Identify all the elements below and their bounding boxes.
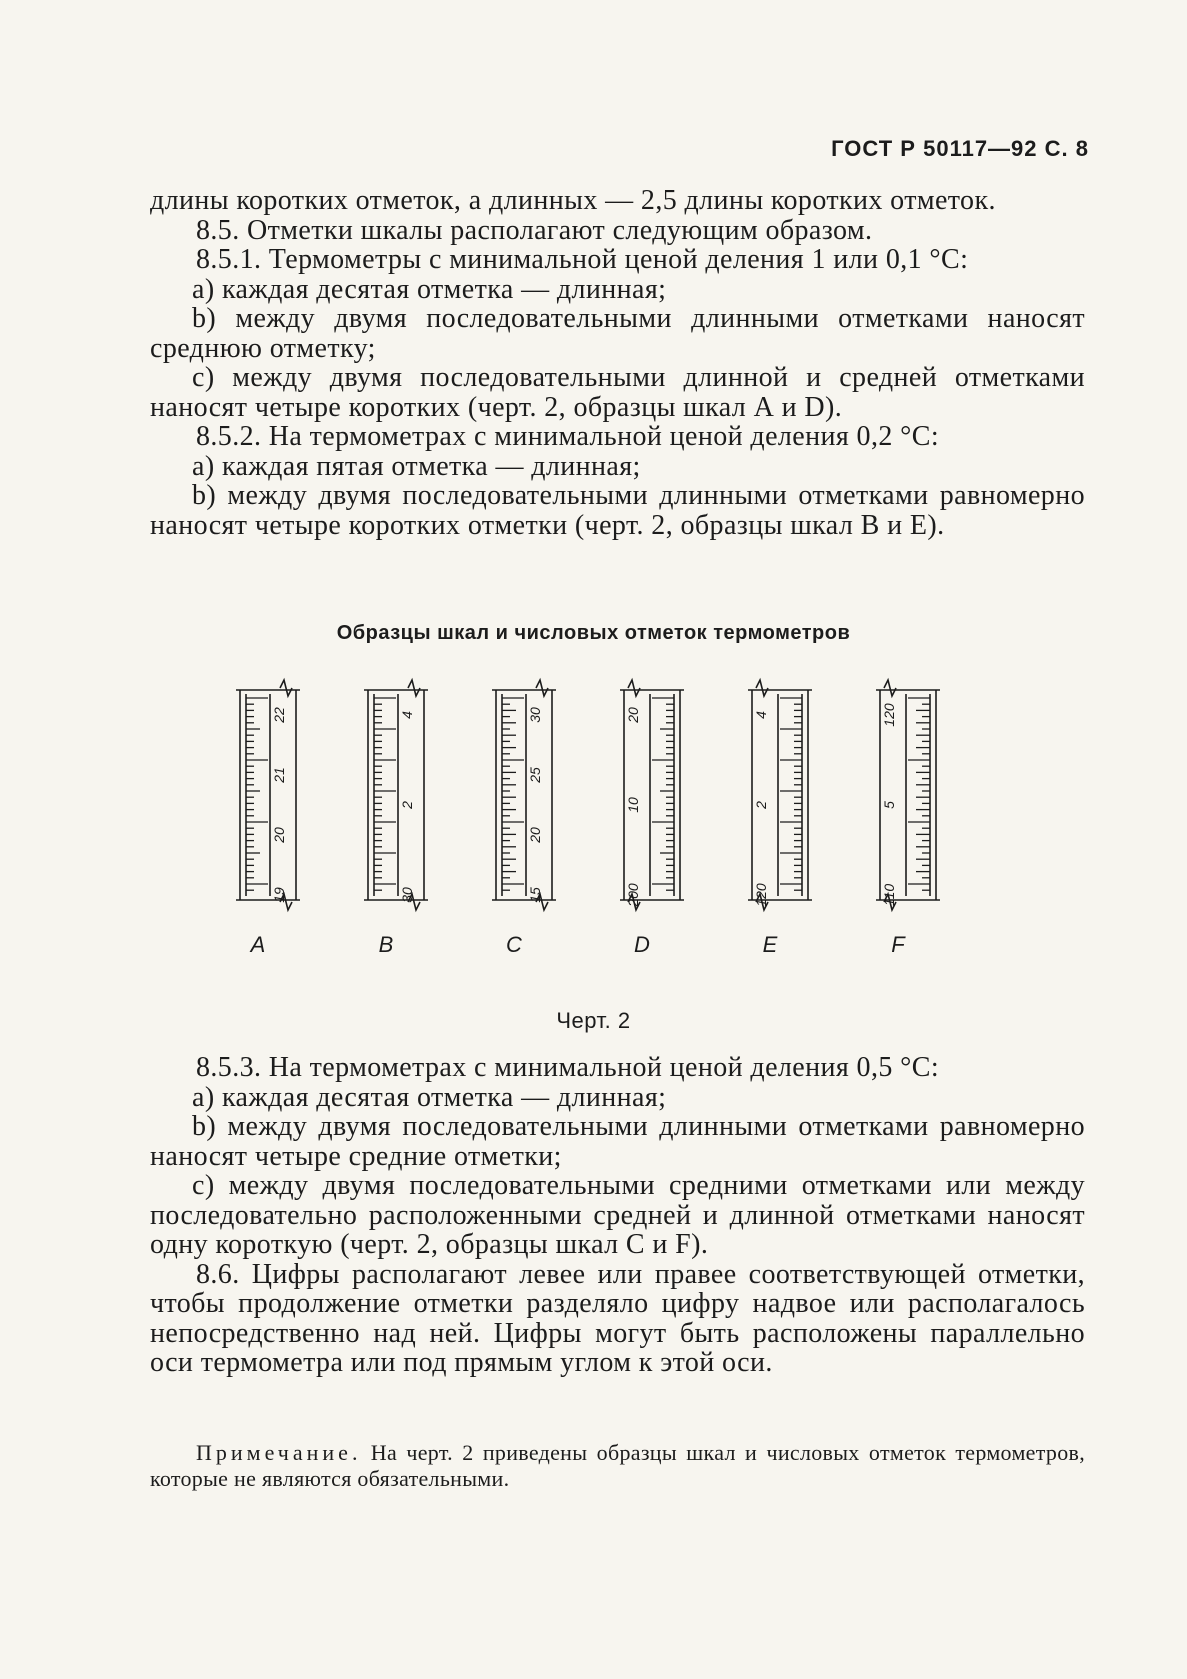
scale-number: 110 xyxy=(881,883,897,907)
thermometer-scale xyxy=(876,680,940,957)
paragraph: 8.5.1. Термометры с минимальной ценой деления 1 или 0,1 °С: xyxy=(196,244,969,275)
list-item: с) между двумя последовательными длинной и средней отметками наносят четыре коротких (черт. 2, образцы шкал А и D). xyxy=(150,362,1085,423)
scale-number: 30 xyxy=(399,887,415,903)
list-item: а) каждая пятая отметка — длинная; xyxy=(192,450,641,482)
scale-letter: A xyxy=(250,932,266,957)
figure-caption: Черт. 2 xyxy=(556,1008,631,1033)
list-item: а) каждая десятая отметка — длинная; xyxy=(192,273,667,305)
scale-number: 30 xyxy=(527,707,543,723)
list-item: а) каждая десятая отметка — длинная; xyxy=(192,1081,667,1113)
break-mark xyxy=(628,680,640,696)
thermometer-scale xyxy=(620,680,684,957)
scale-number: 10 xyxy=(625,797,641,813)
scale-number: 19 xyxy=(271,887,287,903)
thermometer-scales-figure xyxy=(220,670,980,970)
thermometer-scale xyxy=(748,680,812,957)
scale-letter: C xyxy=(506,932,522,957)
scale-number: 2 xyxy=(399,801,415,809)
paragraph: 8.5.3. На термометрах с минимальной ценой деления 0,5 °С: xyxy=(196,1052,939,1083)
list-item: b) между двумя последовательными длинными отметками наносят среднюю отметку; xyxy=(150,303,1085,364)
break-mark xyxy=(884,680,896,696)
list-item: b) между двумя последовательными длинными отметками равномерно наносят четыре коротких отметки (черт. 2, образцы шкал В и Е). xyxy=(150,480,1085,541)
list-item: b) между двумя последовательными длинными отметками равномерно наносят четыре средние отметки; xyxy=(150,1111,1085,1172)
scale-number: 2 xyxy=(753,801,769,809)
note-label: Примечание. xyxy=(196,1440,362,1465)
scale-letter: D xyxy=(634,932,650,957)
list-item: с) между двумя последовательными средними отметками или между последовательно расположенными средней и длинной отметками наносят одну короткую (черт. 2, образцы шкал С и F). xyxy=(150,1170,1085,1260)
break-mark xyxy=(536,680,548,696)
scale-number: 4 xyxy=(753,711,769,719)
scale-letter: F xyxy=(891,932,905,957)
scale-letter: E xyxy=(762,932,778,957)
scale-number: 20 xyxy=(271,827,287,843)
scale-number: 120 xyxy=(881,703,897,727)
scale-number: 25 xyxy=(527,767,543,783)
scale-number: 20 xyxy=(527,827,543,843)
scale-number: 21 xyxy=(271,767,287,783)
scale-number: 22 xyxy=(271,707,287,723)
break-mark xyxy=(756,680,768,696)
scale-number: 15 xyxy=(527,887,543,903)
scale-number: 4 xyxy=(399,711,415,719)
break-mark xyxy=(280,680,292,696)
thermometer-scale xyxy=(364,680,428,957)
paragraph: длины коротких отметок, а длинных — 2,5 длины коротких отметок. xyxy=(150,185,996,216)
scale-number: 200 xyxy=(625,883,641,907)
text-block-top xyxy=(150,186,1085,540)
scale-number: 5 xyxy=(881,801,897,809)
page-header: ГОСТ Р 50117—92 С. 8 xyxy=(831,136,1089,161)
paragraph: 8.6. Цифры располагают левее или правее соответствующей отметки, чтобы продолжение отметки разделяло цифру надвое или располагалось непосредственно над ней. Цифры могут быть расположены параллельно оси термометра или под прямым углом к этой оси. xyxy=(150,1258,1085,1378)
thermometer-scale xyxy=(492,680,556,957)
scale-letter: B xyxy=(378,932,394,957)
paragraph: 8.5. Отметки шкалы располагают следующим образом. xyxy=(196,214,873,246)
note xyxy=(150,1440,1085,1492)
paragraph: 8.5.2. На термометрах с минимальной ценой деления 0,2 °С: xyxy=(196,421,939,452)
break-mark xyxy=(408,680,420,696)
scale-number: 20 xyxy=(625,707,641,723)
scale-number: 120 xyxy=(753,883,769,907)
text-block-bottom xyxy=(150,1053,1085,1378)
note-text: На черт. 2 приведены образцы шкал и числовых отметок термометров, которые не являются обязательными. xyxy=(150,1440,1085,1491)
figure-title: Образцы шкал и числовых отметок термометров xyxy=(336,622,851,644)
thermometer-scale xyxy=(236,680,300,957)
